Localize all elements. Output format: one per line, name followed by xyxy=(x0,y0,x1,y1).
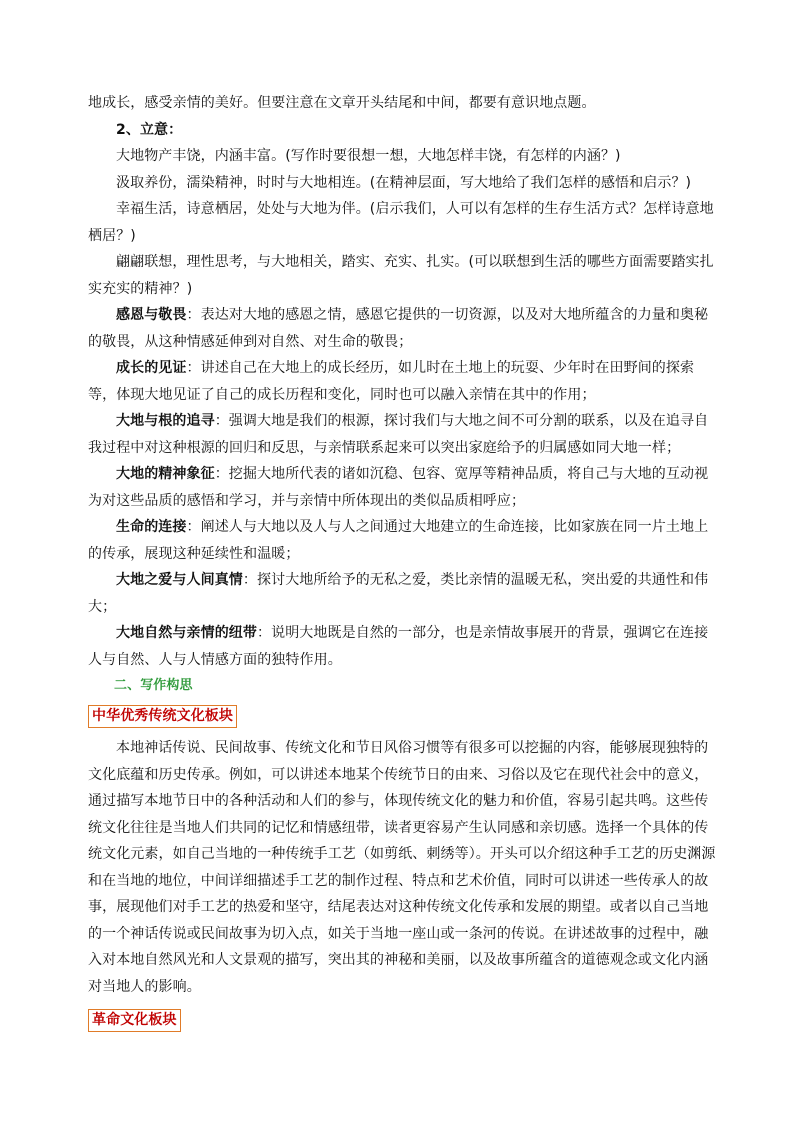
theme-item-text: ：探讨大地所给予的无私之爱，类比亲情的温暖无私，突出爱的共通性和伟大； xyxy=(88,572,709,615)
theme-line: 翩翩联想，理性思考，与大地相关，踏实、充实、扎实。(可以联想到生活的哪些方面需要踏实扎实充实的精神？) xyxy=(88,254,714,297)
theme-item xyxy=(88,514,720,567)
theme-item-text: ：讲述自己在大地上的成长经历，如儿时在土地上的玩耍、少年时在田野间的探索等，体现大地见证了自己的成长历程和变化，同时也可以融入亲情在其中的作用； xyxy=(88,360,695,403)
theme-item xyxy=(88,408,720,461)
theme-item-term: 感恩与敬畏 xyxy=(116,307,187,323)
subheading-liyi: 2、立意： xyxy=(116,121,183,138)
theme-item xyxy=(88,461,720,514)
boxed-heading-wrap xyxy=(88,703,720,730)
theme-line: 幸福生活，诗意栖居，处处与大地为伴。(启示我们，人可以有怎样的生存生活方式？怎样诗意地栖居？) xyxy=(88,201,714,244)
theme-item xyxy=(88,355,720,408)
boxed-heading-revolution: 革命文化板块 xyxy=(88,1009,181,1032)
theme-item-term: 大地与根的追寻 xyxy=(116,413,215,429)
theme-item-text: ：阐述人与大地以及人与人之间通过大地建立的生命连接，比如家族在同一片土地上的传承，展现这种延续性和温暖； xyxy=(88,519,709,562)
theme-item-term: 生命的连接 xyxy=(116,519,187,535)
theme-item-text: ：表达对大地的感恩之情，感恩它提供的一切资源，以及对大地所蕴含的力量和奥秘的敬畏，从这种情感延伸到对自然、对生命的敬畏； xyxy=(88,307,709,350)
theme-line: 大地物产丰饶，内涵丰富。(写作时要很想一想，大地怎样丰饶，有怎样的内涵？) xyxy=(116,148,621,164)
theme-item xyxy=(88,567,720,620)
section-heading: 二、写作构思 xyxy=(114,678,193,693)
intro-line: 地成长，感受亲情的美好。但要注意在文章开头结尾和中间，都要有意识地点题。 xyxy=(88,95,596,111)
theme-item-text: ：挖掘大地所代表的诸如沉稳、包容、宽厚等精神品质，将自己与大地的互动视为对这些品质的感悟和学习，并与亲情中所体现出的类似品质相呼应； xyxy=(88,466,709,509)
theme-item-term: 大地之爱与人间真情 xyxy=(116,572,243,588)
theme-item-text: ：说明大地既是自然的一部分，也是亲情故事展开的背景，强调它在连接人与自然、人与人情感方面的独特作用。 xyxy=(88,625,709,668)
theme-item xyxy=(88,620,720,673)
body-paragraph: 本地神话传说、民间故事、传统文化和节日风俗习惯等有很多可以挖掘的内容，能够展现独特的文化底蕴和历史传承。例如，可以讲述本地某个传统节日的由来、习俗以及它在现代社会中的意义，通过描写本地节日中的各种活动和人们的参与，体现传统文化的魅力和价值，容易引起共鸣。这些传统文化往往是当地人们共同的记忆和情感纽带，读者更容易产生认同感和亲切感。选择一个具体的传统文化元素，如自己当地的一种传统手工艺（如剪纸、刺绣等）。开头可以介绍这种手工艺的历史渊源和在当地的地位，中间详细描述手工艺的制作过程、特点和艺术价值，同时可以讲述一些传承人的故事，展现他们对手工艺的热爱和坚守，结尾表达对这种传统文化传承和发展的期望。或者以自己当地的一个神话传说或民间故事为切入点，如关于当地一座山或一条河的传说。在讲述故事的过程中，融入对本地自然风光和人文景观的描写，突出其的神秘和美丽，以及故事所蕴含的道德观念或文化内涵对当地人的影响。 xyxy=(88,740,716,995)
theme-item-term: 大地的精神象征 xyxy=(116,466,215,482)
theme-line: 汲取养份，濡染精神，时时与大地相连。(在精神层面，写大地给了我们怎样的感悟和启示？) xyxy=(116,174,692,191)
theme-item xyxy=(88,302,720,355)
theme-item-term: 大地自然与亲情的纽带 xyxy=(116,625,257,641)
boxed-heading-traditional: 中华优秀传统文化板块 xyxy=(88,705,237,728)
spacer xyxy=(88,1000,720,1004)
theme-item-term: 成长的见证 xyxy=(116,360,187,376)
document-body xyxy=(88,90,720,1040)
theme-item-text: ：强调大地是我们的根源，探讨我们与大地之间不可分割的联系，以及在追寻自我过程中对这种根源的回归和反思，与亲情联系起来可以突出家庭给予的归属感如同大地一样； xyxy=(88,413,709,456)
boxed-heading-wrap xyxy=(88,1007,720,1034)
